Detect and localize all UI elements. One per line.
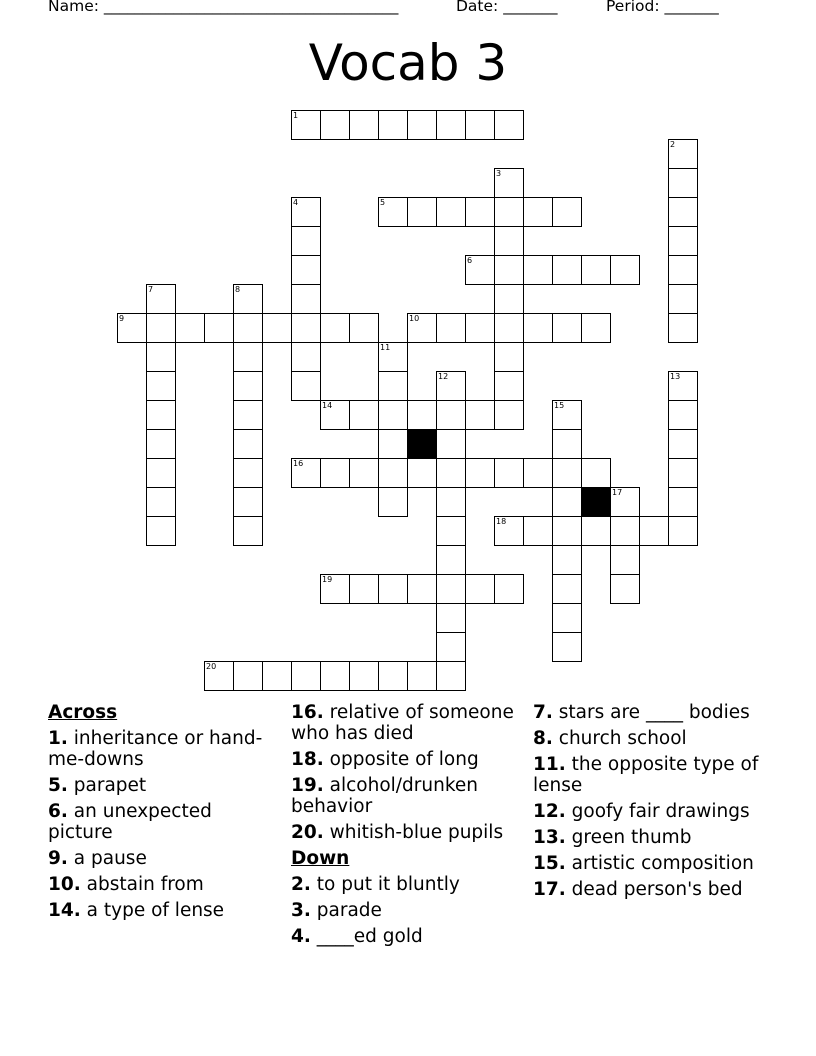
clue-item-text: dead person's bed (565, 879, 743, 900)
clue-item (48, 775, 273, 796)
clue-item-number: 13. (533, 827, 566, 848)
grid-cell[interactable] (291, 255, 321, 285)
clue-number: 9 (119, 314, 125, 323)
grid-cell[interactable] (436, 661, 466, 691)
grid-cell[interactable] (378, 400, 408, 430)
clue-item (48, 728, 273, 770)
grid-cell[interactable] (552, 458, 582, 488)
grid-cell[interactable] (378, 661, 408, 691)
clue-item-text: to put it bluntly (310, 874, 460, 895)
grid-cell[interactable] (581, 516, 611, 546)
grid-cell[interactable] (291, 661, 321, 691)
across-heading: Across (48, 702, 118, 723)
grid-cell[interactable] (349, 574, 379, 604)
grid-cell[interactable] (436, 516, 466, 546)
grid-cell[interactable] (407, 574, 437, 604)
grid-cell[interactable] (436, 197, 466, 227)
grid-cell[interactable] (668, 197, 698, 227)
grid-cell[interactable] (320, 313, 350, 343)
grid-cell[interactable] (668, 400, 698, 430)
grid-cell[interactable] (552, 574, 582, 604)
clue-number: 18 (496, 517, 507, 526)
clue-item-text: a pause (67, 848, 147, 869)
grid-cell[interactable] (233, 371, 263, 401)
grid-cell[interactable] (146, 487, 176, 517)
grid-cell[interactable] (407, 400, 437, 430)
clue-item (533, 728, 773, 749)
clue-number: 6 (467, 256, 473, 265)
clue-number: 14 (322, 401, 333, 410)
grid-cell[interactable] (552, 487, 582, 517)
clue-item (533, 827, 773, 848)
grid-cell[interactable] (233, 400, 263, 430)
grid-cell[interactable] (494, 574, 524, 604)
grid-cell[interactable] (494, 197, 524, 227)
grid-cell[interactable] (146, 516, 176, 546)
clue-item (533, 702, 773, 723)
clue-item (48, 848, 273, 869)
clue-item-number: 18. (291, 749, 324, 770)
grid-cell[interactable] (233, 487, 263, 517)
grid-cell[interactable] (349, 400, 379, 430)
clue-item (533, 853, 773, 874)
clue-number: 5 (380, 198, 386, 207)
grid-cell[interactable] (523, 197, 553, 227)
clue-item-text: ____ed gold (310, 926, 423, 947)
clue-number: 19 (322, 575, 333, 584)
grid-cell[interactable] (465, 313, 495, 343)
grid-cell[interactable] (494, 400, 524, 430)
grid-cell[interactable] (552, 313, 582, 343)
grid-cell[interactable] (436, 632, 466, 662)
grid-cell[interactable] (494, 226, 524, 256)
clue-item-number: 11. (533, 754, 566, 775)
clue-column-1 (48, 702, 273, 926)
grid-cell[interactable] (465, 197, 495, 227)
grid-cell[interactable] (668, 429, 698, 459)
grid-cell[interactable] (407, 197, 437, 227)
clue-item-number: 9. (48, 848, 68, 869)
clue-item (533, 754, 773, 796)
grid-cell[interactable] (146, 313, 176, 343)
grid-cell[interactable] (523, 313, 553, 343)
grid-cell[interactable] (146, 371, 176, 401)
grid-cell[interactable] (233, 429, 263, 459)
clue-number: 17 (612, 488, 623, 497)
grid-cell[interactable] (494, 284, 524, 314)
grid-cell[interactable] (552, 545, 582, 575)
clue-number: 13 (670, 372, 681, 381)
grid-cell[interactable] (465, 400, 495, 430)
name-field[interactable]: Name: ______________________________________ (48, 0, 399, 15)
grid-cell[interactable] (494, 110, 524, 140)
clue-item (48, 801, 273, 843)
grid-cell[interactable] (146, 458, 176, 488)
period-field[interactable]: Period: _______ (606, 0, 719, 15)
grid-cell[interactable] (436, 603, 466, 633)
clue-item (291, 874, 523, 895)
grid-cell[interactable] (407, 661, 437, 691)
grid-cell[interactable] (146, 400, 176, 430)
grid-cell[interactable] (523, 255, 553, 285)
clue-item-text: a type of lense (80, 900, 225, 921)
grid-cell[interactable] (407, 458, 437, 488)
grid-cell[interactable] (552, 255, 582, 285)
clue-item-number: 12. (533, 801, 566, 822)
grid-cell[interactable] (610, 545, 640, 575)
grid-cell[interactable] (465, 110, 495, 140)
clue-item (291, 702, 523, 744)
page-title: Vocab 3 (308, 34, 508, 92)
clue-item-text: artistic composition (565, 853, 754, 874)
clue-number: 20 (206, 662, 217, 671)
grid-cell[interactable] (639, 516, 669, 546)
clue-number: 3 (496, 169, 502, 178)
grid-cell[interactable] (610, 516, 640, 546)
grid-cell[interactable] (320, 661, 350, 691)
clue-item (48, 874, 273, 895)
clue-item (48, 900, 273, 921)
clue-item (533, 879, 773, 900)
clue-number: 15 (554, 401, 565, 410)
clue-item (533, 801, 773, 822)
clue-item-number: 2. (291, 874, 311, 895)
grid-cell[interactable] (668, 255, 698, 285)
grid-cell[interactable] (233, 458, 263, 488)
grid-cell[interactable] (436, 487, 466, 517)
grid-cell[interactable] (668, 313, 698, 343)
clue-number: 2 (670, 140, 676, 149)
clue-item-number: 14. (48, 900, 81, 921)
clue-item-number: 7. (533, 702, 553, 723)
grid-cell[interactable] (378, 574, 408, 604)
clue-number: 12 (438, 372, 449, 381)
down-heading: Down (291, 848, 350, 869)
grid-cell[interactable] (465, 458, 495, 488)
clue-item-number: 6. (48, 801, 68, 822)
grid-cell[interactable] (581, 255, 611, 285)
grid-cell[interactable] (436, 574, 466, 604)
clue-item-text: opposite of long (323, 749, 479, 770)
clue-item-text: the opposite type of lense (533, 754, 759, 796)
clue-item-number: 3. (291, 900, 311, 921)
clue-item-text: parade (310, 900, 382, 921)
grid-cell[interactable] (378, 371, 408, 401)
date-field[interactable]: Date: _______ (456, 0, 558, 15)
clue-column-3 (533, 702, 773, 905)
grid-cell[interactable] (523, 458, 553, 488)
grid-cell[interactable] (494, 458, 524, 488)
grid-cell[interactable] (552, 429, 582, 459)
grid-cell[interactable] (407, 110, 437, 140)
clue-item-number: 15. (533, 853, 566, 874)
grid-cell[interactable] (204, 313, 234, 343)
grid-cell[interactable] (320, 458, 350, 488)
grid-cell[interactable] (494, 313, 524, 343)
grid-cell[interactable] (291, 313, 321, 343)
grid-cell[interactable] (262, 313, 292, 343)
grid-cell[interactable] (610, 255, 640, 285)
grid-cell[interactable] (494, 255, 524, 285)
grid-cell[interactable] (552, 632, 582, 662)
clue-number: 11 (380, 343, 391, 352)
grid-cell[interactable] (320, 110, 350, 140)
grid-cell[interactable] (378, 429, 408, 459)
grid-cell[interactable] (436, 545, 466, 575)
grid-cell[interactable] (349, 661, 379, 691)
grid-cell[interactable] (146, 429, 176, 459)
grid-cell[interactable] (465, 574, 495, 604)
grid-cell[interactable] (668, 458, 698, 488)
clue-item-number: 17. (533, 879, 566, 900)
grid-cell[interactable] (349, 110, 379, 140)
clue-item-number: 4. (291, 926, 311, 947)
grid-cell[interactable] (581, 313, 611, 343)
grid-cell[interactable] (233, 661, 263, 691)
clue-item-text: green thumb (565, 827, 692, 848)
grid-cell[interactable] (494, 371, 524, 401)
grid-cell[interactable] (668, 516, 698, 546)
clue-item-number: 10. (48, 874, 81, 895)
grid-cell[interactable] (581, 458, 611, 488)
grid-cell[interactable] (378, 110, 408, 140)
clue-item-text: inheritance or hand-me-downs (48, 728, 263, 770)
grid-cell[interactable] (436, 110, 466, 140)
clue-item-text: parapet (67, 775, 147, 796)
grid-cell[interactable] (668, 284, 698, 314)
clue-item-number: 5. (48, 775, 68, 796)
grid-cell[interactable] (436, 313, 466, 343)
clue-item-text: church school (552, 728, 687, 749)
clue-item-number: 1. (48, 728, 68, 749)
clue-number: 16 (293, 459, 304, 468)
grid-cell[interactable] (291, 284, 321, 314)
grid-cell[interactable] (291, 371, 321, 401)
grid-cell[interactable] (668, 487, 698, 517)
clue-number: 4 (293, 198, 299, 207)
clue-item-text: whitish-blue pupils (323, 822, 504, 843)
clue-item-number: 16. (291, 702, 324, 723)
black-cell (407, 429, 437, 459)
grid-cell[interactable] (436, 429, 466, 459)
clue-item (291, 749, 523, 770)
grid-cell[interactable] (233, 342, 263, 372)
grid-cell[interactable] (610, 574, 640, 604)
clue-item-text: goofy fair drawings (565, 801, 750, 822)
grid-cell[interactable] (146, 342, 176, 372)
grid-cell[interactable] (349, 313, 379, 343)
grid-cell[interactable] (552, 603, 582, 633)
grid-cell[interactable] (233, 313, 263, 343)
grid-cell[interactable] (668, 226, 698, 256)
grid-cell[interactable] (523, 516, 553, 546)
grid-cell[interactable] (262, 661, 292, 691)
grid-cell[interactable] (436, 458, 466, 488)
grid-cell[interactable] (436, 400, 466, 430)
clue-item-text: stars are ____ bodies (552, 702, 750, 723)
clue-number: 7 (148, 285, 154, 294)
clue-item-number: 20. (291, 822, 324, 843)
clue-number: 10 (409, 314, 420, 323)
clue-item (291, 775, 523, 817)
grid-cell[interactable] (291, 342, 321, 372)
grid-cell[interactable] (378, 487, 408, 517)
clue-item (291, 900, 523, 921)
clue-item-number: 19. (291, 775, 324, 796)
clue-number: 1 (293, 111, 299, 120)
grid-cell[interactable] (552, 516, 582, 546)
clue-item-text: abstain from (80, 874, 204, 895)
clue-item-text: alcohol/drunken behavior (291, 775, 479, 817)
clue-number: 8 (235, 285, 241, 294)
clue-item-number: 8. (533, 728, 553, 749)
black-cell (581, 487, 611, 517)
clue-column-2 (291, 702, 523, 952)
grid-cell[interactable] (291, 226, 321, 256)
grid-cell[interactable] (668, 168, 698, 198)
grid-cell[interactable] (175, 313, 205, 343)
grid-cell[interactable] (378, 458, 408, 488)
grid-cell[interactable] (233, 516, 263, 546)
grid-cell[interactable] (349, 458, 379, 488)
clue-item-text: an unexpected picture (48, 801, 212, 843)
clue-item (291, 822, 523, 843)
clue-item-text: relative of someone who has died (291, 702, 514, 744)
grid-cell[interactable] (552, 197, 582, 227)
clue-item (291, 926, 523, 947)
grid-cell[interactable] (494, 342, 524, 372)
